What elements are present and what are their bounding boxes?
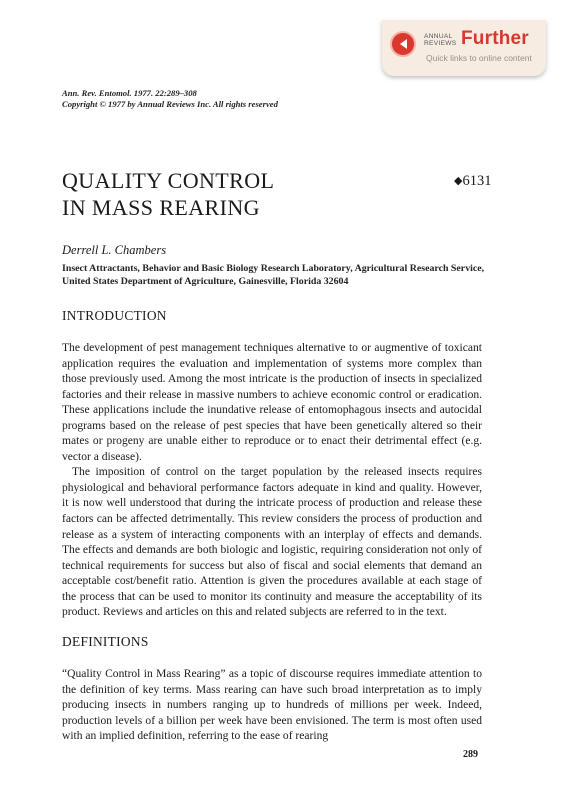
definitions-body <box>62 667 482 745</box>
page-number: 289 <box>463 749 478 760</box>
introduction-body <box>62 341 482 621</box>
article-id-number: 6131 <box>462 173 492 189</box>
introduction-paragraph-1: The development of pest management techniques alternative to or augmentive of toxicant application requires the evaluation and implementation of systems more complex than those previously used. Among the most intricate is the production of insects in specialized factories and their release in massive numbers to achieve economic control or eradication. These applications include the inundative release of entomophagous insects and autocidal programs based on the release of pest species that have been genetically altered so their mates or progeny are unable either to reproduce or to enact their detrimental effect (e.g. vector a disease). <box>62 342 482 463</box>
introduction-paragraph-2: The imposition of control on the target population by the released insects requires physiological and behavioral performance factors adequate in kind and quality. However, it is now well understood that during the intricate process of production and release these factors can be affected detrimentally. This review considers the process of production and release as a system of interacting components with an interplay of effects and demands. The effects and demands are both biologic and logistic, requiring consideration not only of technical requirements for success but also of fiscal and social elements that demand an acceptable cost/benefit ratio. Attention is given the procedures available at each stage of the process that can be used to monitor its continuity and measure the acceptability of its product. Reviews and articles on this and related subjects are referred to in the text. <box>62 466 482 619</box>
quick-links-label: Quick links to online content <box>426 53 532 63</box>
annual-reviews-logo-text: ANNUAL REVIEWS <box>424 33 457 48</box>
introduction-heading: INTRODUCTION <box>62 308 167 323</box>
article-id <box>454 173 491 190</box>
author-name: Derrell L. Chambers <box>62 243 167 257</box>
further-label: Further <box>461 28 529 49</box>
title-line-1: QUALITY CONTROL <box>62 168 275 193</box>
author-affiliation: Insect Attractants, Behavior and Basic Biology Research Laboratory, Agricultural Research Service, United States Department of Agriculture, Gainesville, Florida 32604 <box>62 263 485 287</box>
article-title <box>62 167 274 221</box>
journal-citation <box>62 88 278 109</box>
citation-line-1: Ann. Rev. Entomol. 1977. 22:289–308 <box>62 88 197 98</box>
diamond-icon: ◆ <box>454 175 463 187</box>
definitions-paragraph-1: “Quality Control in Mass Rearing” as a topic of discourse requires immediate attention to the definition of key terms. Mass rearing can have such broad interpretation as to imply producing insects in numbers ranging up to hundreds of millions per week. Indeed, production levels of a billion per week have been envisioned. The term is most often used with an implied definition, referring to the ease of rearing <box>62 668 482 743</box>
citation-line-2: Copyright © 1977 by Annual Reviews Inc. All rights reserved <box>62 98 278 109</box>
annual-reviews-further-banner[interactable] <box>382 20 546 76</box>
title-line-2: IN MASS REARING <box>62 195 260 220</box>
definitions-heading: DEFINITIONS <box>62 634 149 649</box>
back-arrow-icon <box>390 31 416 57</box>
